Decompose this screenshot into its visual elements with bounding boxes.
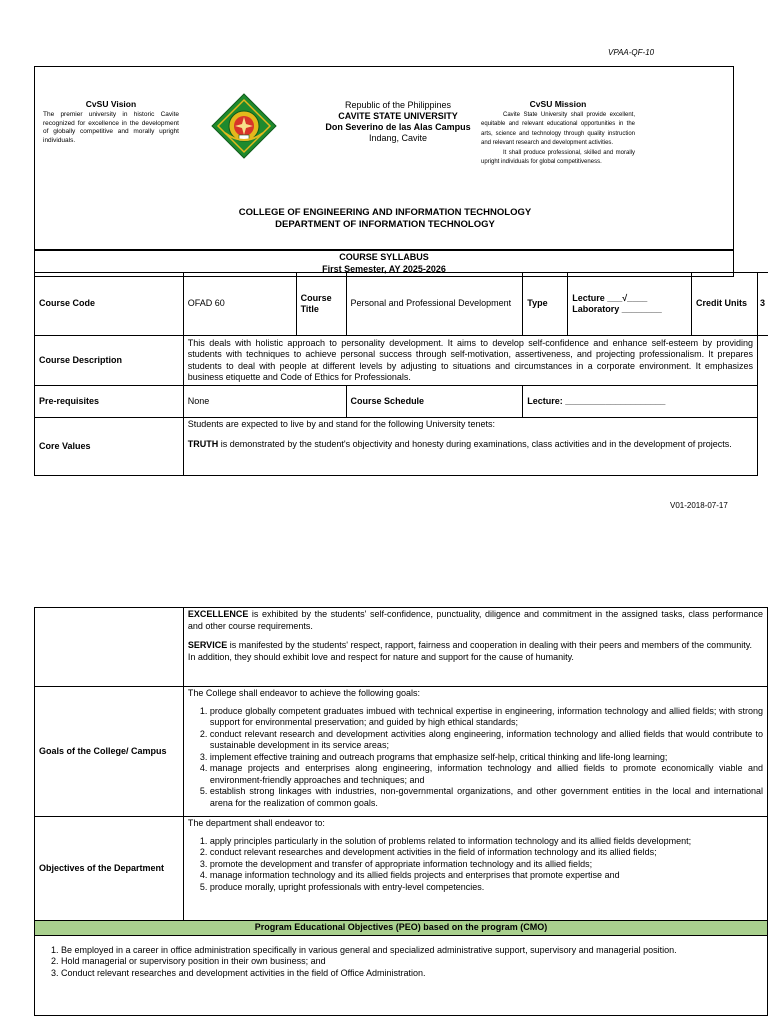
- peo-item: 1. Be employed in a career in office administration specifically in various general and specialized administrative support, supervisory and managerial position.: [61, 945, 763, 957]
- goal-item: 4. manage projects and enterprises along engineering, information technology and allied fields to promote economically viable and environment-friendly approaches and techniques; and: [210, 763, 763, 786]
- goals-objectives-table: [34, 607, 768, 1016]
- type-label: Type: [523, 273, 568, 336]
- course-code-value: OFAD 60: [183, 273, 296, 336]
- truth-text: is demonstrated by the student's objectivity and honesty during examinations, class activities and in the development of projects.: [218, 438, 732, 449]
- core-values-label: Core Values: [35, 418, 184, 476]
- mission-text-1: Cavite State University shall provide excellent, equitable and relevant educational opportunities in the arts, science and technology through quality instruction and relevant research and development activities.: [481, 112, 635, 147]
- course-description-value: This deals with holistic approach to personality development. It aims to develop self-confidence and enhance self-esteem by providing students with techniques to achieve personal success through self-motivation, assertiveness, and projecting professionalism. It prepares students to deal with people at different levels by adjusting to situations and circumstances in a corporate environment. It emphasizes business etiquette and Code of Ethics for Professionals.: [183, 336, 757, 386]
- core-values-continued: [183, 608, 767, 687]
- department-name: DEPARTMENT OF INFORMATION TECHNOLOGY: [275, 219, 495, 230]
- objective-item: 4. manage information technology and its allied fields projects and enterprises that promote expertise and: [210, 870, 763, 882]
- truth-value: [188, 439, 753, 451]
- core-values-continued-label: [35, 608, 184, 687]
- objective-item: 2. conduct relevant researches and development activities in the field of information technology and its allied fields;: [210, 847, 763, 859]
- peo-list: [39, 945, 763, 980]
- mission-text-2: It shall produce professional, skilled and morally upright individuals for global competitiveness.: [481, 149, 635, 166]
- peo-content: [35, 935, 768, 1015]
- goals-label: Goals of the College/ Campus: [35, 687, 184, 817]
- goal-item: 2. conduct relevant research and development activities along engineering, information technology and allied fields that would contribute to sustainable development in its service areas;: [210, 729, 763, 752]
- objectives-intro: The department shall endeavor to:: [187, 818, 325, 828]
- vision-title: CvSU Vision: [85, 99, 137, 109]
- course-description-label: Course Description: [35, 336, 184, 386]
- laboratory-line: Laboratory ________: [572, 304, 662, 314]
- course-code-label: Course Code: [35, 273, 184, 336]
- vision-block: [43, 99, 179, 145]
- core-values-intro: Students are expected to live by and stand for the following University tenets:: [187, 419, 495, 429]
- prerequisites-value: None: [183, 386, 346, 418]
- objectives-content: [183, 817, 767, 921]
- vision-text: The premier university in historic Cavite recognized for excellence in the development of globally competitive and morally upright individuals.: [43, 111, 179, 144]
- service-value: [188, 640, 763, 652]
- form-code: VPAA-QF-10: [608, 48, 655, 57]
- lecture-line: Lecture ___√____: [572, 292, 648, 303]
- prerequisites-label: Pre-requisites: [35, 386, 184, 418]
- peo-item: 3. Conduct relevant researches and development activities in the field of Office Administration.: [61, 968, 763, 980]
- objectives-list: [188, 836, 763, 894]
- addition-text: In addition, they should exhibit love and respect for nature and support for the cause of humanity.: [187, 651, 574, 662]
- peo-item: 2. Hold managerial or supervisory position in their own business; and: [61, 956, 763, 968]
- college-name: COLLEGE OF ENGINEERING AND INFORMATION TECHNOLOGY: [238, 207, 532, 218]
- course-title-label: Course Title: [296, 273, 346, 336]
- objective-item: 5. produce morally, upright professionals with entry-level competencies.: [210, 882, 763, 894]
- course-title-value: Personal and Professional Development: [346, 273, 523, 336]
- course-schedule-label: Course Schedule: [346, 386, 523, 418]
- goals-content: [183, 687, 767, 817]
- campus-location: Indang, Cavite: [368, 133, 428, 143]
- university-name: CAVITE STATE UNIVERSITY: [338, 111, 458, 121]
- objective-item: 3. promote the development and transfer of appropriate information technology and its allied fields;: [210, 859, 763, 871]
- mission-block: [481, 99, 635, 167]
- goal-item: 3. implement effective training and outreach programs that emphasize self-help, critical thinking and life-long learning;: [210, 752, 763, 764]
- campus-name: Don Severino de las Alas Campus: [325, 122, 471, 132]
- goal-item: 1. produce globally competent graduates imbued with technical expertise in engineering, information technology and allied fields; with strong support for environmental preservation; and guided by high ethical standards;: [210, 706, 763, 729]
- goal-item: 5. establish strong linkages with industries, non-governmental organizations, and other government entities in the local and international arena for the realization of common goals.: [210, 786, 763, 809]
- goals-list: [188, 706, 763, 810]
- republic-line: Republic of the Philippines: [344, 100, 452, 110]
- cvsu-seal-logo: [211, 93, 277, 159]
- objective-item: 1. apply principles particularly in the solution of problems related to information technology and its allied fields development;: [210, 836, 763, 848]
- objectives-label: Objectives of the Department: [35, 817, 184, 921]
- course-schedule-value: Lecture: ____________________: [523, 386, 758, 418]
- service-text: is manifested by the students' respect, rapport, fairness and cooperation in dealing with their peers and members of the community.: [227, 640, 753, 650]
- mission-title: CvSU Mission: [529, 99, 587, 109]
- syllabus-title: COURSE SYLLABUS: [339, 252, 429, 262]
- goals-intro: The College shall endeavor to achieve the following goals:: [187, 688, 420, 698]
- syllabus-semester: First Semester, AY 2025-2026: [322, 263, 446, 274]
- excellence-value: [188, 609, 763, 632]
- service-word: SERVICE: [187, 640, 228, 650]
- university-header: [34, 66, 734, 250]
- credit-units-value: 3: [757, 273, 768, 336]
- truth-word: TRUTH: [187, 438, 219, 449]
- university-info: [303, 100, 493, 144]
- excellence-word: EXCELLENCE: [187, 609, 249, 619]
- type-value: [568, 273, 692, 336]
- excellence-text: is exhibited by the students' self-confidence, punctuality, diligence and commitment in the assigned tasks, class performance and other course requirements.: [187, 609, 763, 631]
- version-code: V01-2018-07-17: [670, 501, 728, 510]
- credit-units-label: Credit Units: [692, 273, 758, 336]
- college-heading: [35, 207, 735, 231]
- course-info-table: [34, 272, 768, 476]
- core-values-content: [183, 418, 757, 476]
- peo-heading: Program Educational Objectives (PEO) based on the program (CMO): [35, 921, 768, 936]
